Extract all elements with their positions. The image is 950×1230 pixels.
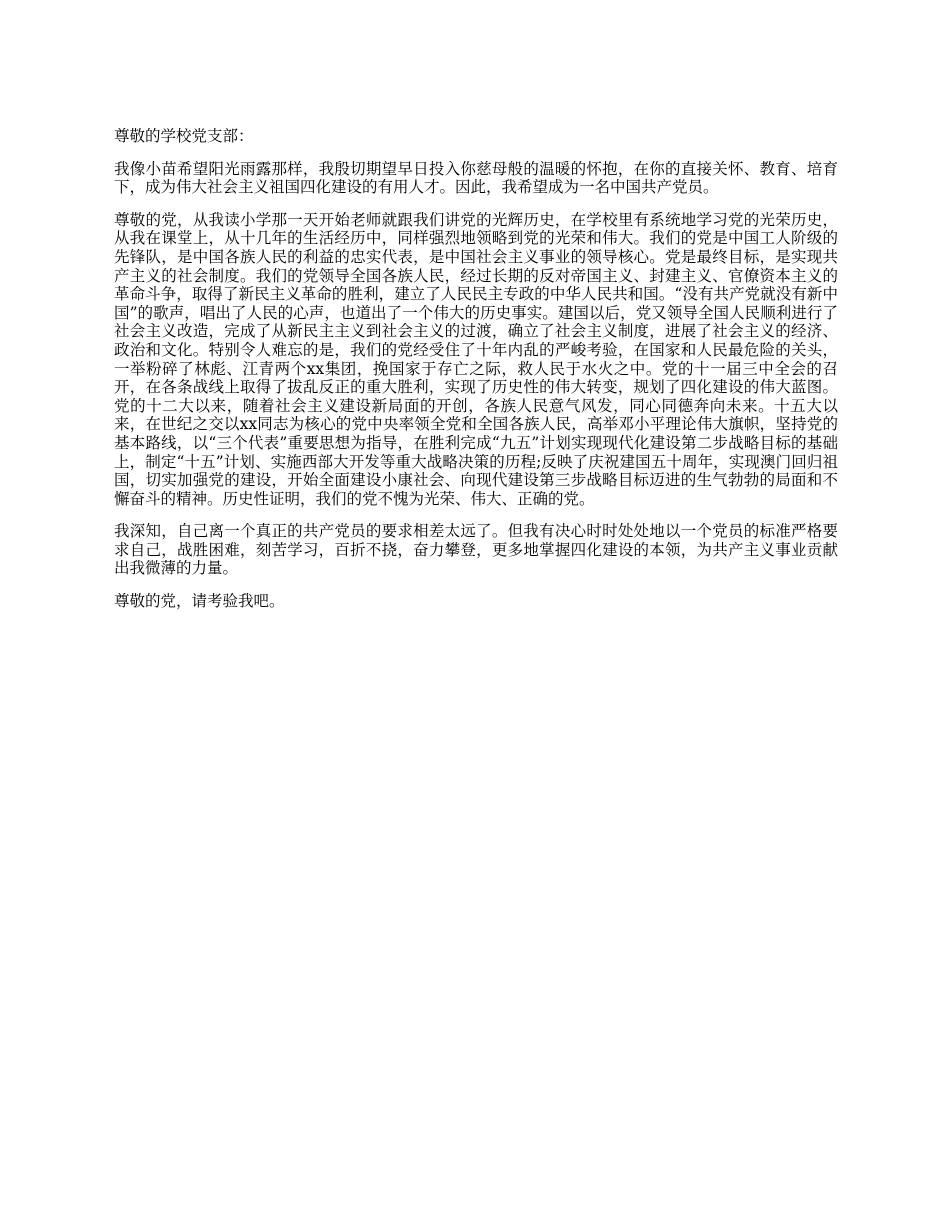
paragraph-3: 我深知，自己离一个真正的共产党员的要求相差太远了。但我有决心时时处处地以一个党员的标准严格要求自己，战胜困难，刻苦学习，百折不挠，奋力攀登，更多地掌握四化建设的本领，为共产主义事业贡献出我微薄的力量。 <box>114 522 838 578</box>
document-body <box>114 127 838 625</box>
paragraph-1: 我像小苗希望阳光雨露那样，我殷切期望早日投入你慈母般的温暖的怀抱，在你的直接关怀、教育、培育下，成为伟大社会主义祖国四化建设的有用人才。因此，我希望成为一名中国共产党员。 <box>114 159 838 197</box>
salutation: 尊敬的学校党支部： <box>114 127 254 145</box>
closing-line: 尊敬的党，请考验我吧。 <box>114 592 285 611</box>
paragraph-2: 尊敬的党，从我读小学那一天开始老师就跟我们讲党的光辉历史，在学校里有系统地学习党的光荣历史，从我在课堂上，从十几年的生活经历中，同样强烈地领略到党的光荣和伟大。我们的党是中国工人阶级的先锋队，是中国各族人民的利益的忠实代表，是中国社会主义事业的领导核心。党是最终目标，是实现共产主义的社会制度。我们的党领导全国各族人民，经过长期的反对帝国主义、封建主义、官僚资本主义的革命斗争，取得了新民主义革命的胜利，建立了人民民主专政的中华人民共和国。“没有共产党就没有新中国”的歌声，唱出了人民的心声，也道出了一个伟大的历史事实。建国以后，党又领导全国人民顺利进行了社会主义改造，完成了从新民主主义到社会主义的过渡，确立了社会主义制度，进展了社会主义的经济、政治和文化。特别令人难忘的是，我们的党经受住了十年内乱的严峻考验，在国家和人民最危险的关头，一举粉碎了林彪、江青两个xx集团，挽国家于存亡之际，救人民于水火之中。党的十一届三中全会的召开，在各条战线上取得了拔乱反正的重大胜利，实现了历史性的伟大转变，规划了四化建设的伟大蓝图。党的十二大以来，随着社会主义建设新局面的开创，各族人民意气风发，同心同德奔向未来。十五大以来，在世纪之交以xx同志为核心的党中央率领全党和全国各族人民，高举邓小平理论伟大旗帜，坚持党的基本路线，以“三个代表”重要思想为指导，在胜利完成“九五”计划实现现代化建设第二步战略目标的基础上，制定“十五”计划、实施西部大开发等重大战略决策的历程;反映了庆祝建国五十周年，实现澳门回归祖国，切实加强党的建设，开始全面建设小康社会、向现代建设第三步战略目标迈进的生气勃勃的局面和不懈奋斗的精神。历史性证明，我们的党不愧为光荣、伟大、正确的党。 <box>114 210 838 508</box>
